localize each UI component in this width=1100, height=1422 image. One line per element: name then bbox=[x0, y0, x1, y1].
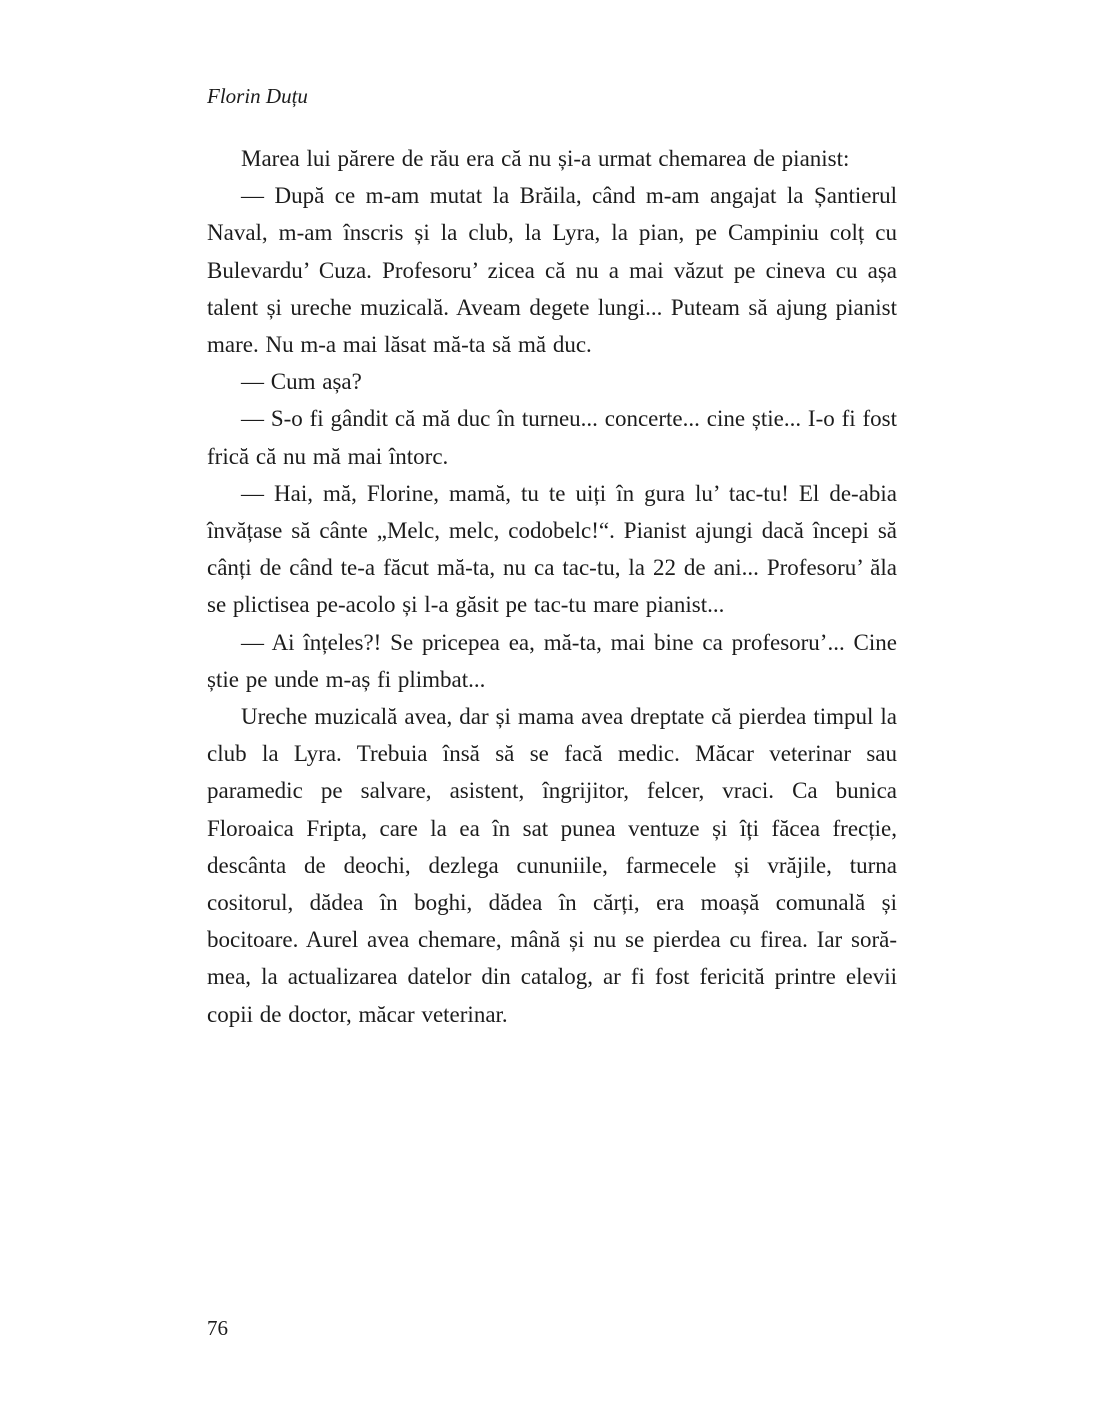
paragraph-dialogue-4: — Hai, mă, Florine, mamă, tu te uiți în gura lu’ tac-tu! El de-abia învățase să cânte „Melc, melc, codobelc!“. Pianist ajungi dacă începi să cânți de când te-a făcut mă-ta, nu ca tac-tu, la 22 de ani... Profesoru’ ăla se plictisea pe-acolo și l-a găsit pe tac-tu mare pianist... bbox=[207, 480, 897, 618]
paragraph-intro: Marea lui părere de rău era că nu și-a urmat chemarea de pianist: bbox=[241, 146, 850, 171]
paragraph-dialogue-2: — Cum așa? bbox=[241, 369, 362, 395]
page-number: 76 bbox=[207, 1316, 228, 1340]
text-block bbox=[207, 84, 897, 1033]
paragraph-dialogue-1: — După ce m-am mutat la Brăila, când m-am angajat la Șantierul Naval, m-am înscris și la club, la Lyra, la pian, pe Campiniu colț cu Bulevardu’ Cuza. Profesoru’ zicea că nu a mai văzut pe cineva cu așa talent și ureche muzicală. Aveam degete lungi... Puteam să ajung pianist mare. Nu m-a mai lăsat mă-ta să mă duc. bbox=[207, 183, 897, 358]
running-header-author: Florin Duțu bbox=[207, 84, 308, 108]
paragraph-dialogue-5: — Ai înțeles?! Se pricepea ea, mă-ta, mai bine ca profesoru’... Cine știe pe unde m-aș fi plimbat... bbox=[207, 629, 897, 692]
body-text bbox=[207, 140, 897, 1033]
paragraph-dialogue-3: — S-o fi gândit că mă duc în turneu... concerte... cine știe... I-o fi fost frică că nu mă mai întorc. bbox=[207, 406, 897, 469]
paragraph-closing: Ureche muzicală avea, dar și mama avea dreptate că pierdea timpul la club la Lyra. Trebuia însă să se facă medic. Măcar veterinar sau paramedic pe salvare, asistent, îngrijitor, felcer, vraci. Ca bunica Floroaica Fripta, care la ea în sat punea ventuze și îți făcea frecție, descânta de deochi, dezlega cununiile, farmecele și vrăjile, turna cositorul, dădea în boghi, dădea în cărți, era moașă comunală și bocitoare. Aurel avea chemare, mână și nu se pierdea cu firea. Iar soră-mea, la actualizarea datelor din catalog, ar fi fost fericită printre elevii copii de doctor, măcar veterinar. bbox=[207, 704, 897, 1027]
